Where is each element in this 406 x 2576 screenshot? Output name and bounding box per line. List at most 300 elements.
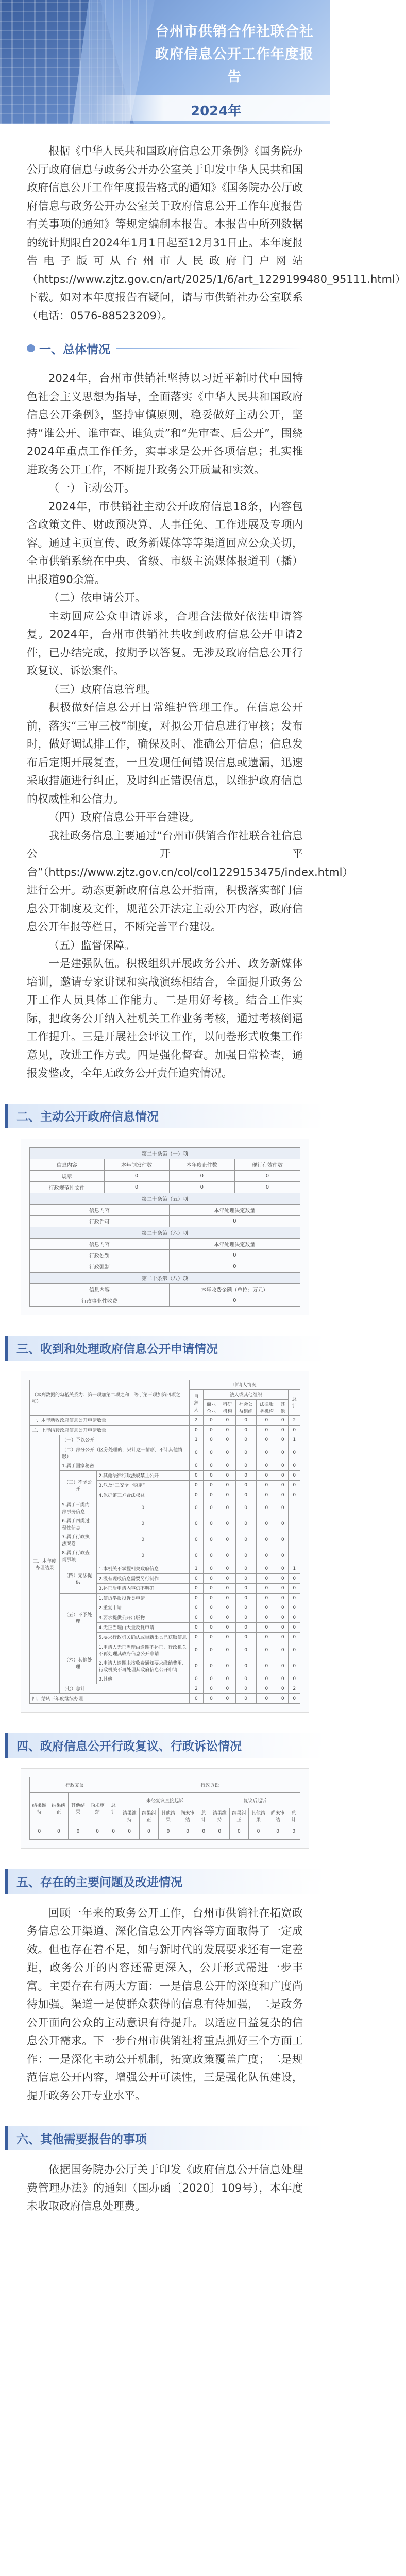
cell: 1: [289, 1435, 300, 1445]
cell: 2: [189, 1415, 203, 1425]
section-heading-6: [5, 2126, 325, 2150]
report-title: [155, 21, 314, 89]
cell: 0: [107, 1824, 120, 1839]
cell: 0: [256, 1622, 277, 1632]
cell: 0: [235, 1532, 256, 1548]
cell: 0: [96, 1532, 189, 1548]
column-header: 社会公益组织: [235, 1399, 256, 1415]
cell: 0: [189, 1613, 203, 1622]
cell: 0: [197, 1824, 210, 1839]
section-title: 三、收到和处理政府信息公开申请情况: [16, 1343, 218, 1356]
active-disclosure-table: [21, 1139, 309, 1315]
cell: 0: [256, 1532, 277, 1548]
table-row: [30, 1642, 300, 1658]
cell: 0: [277, 1632, 289, 1642]
cell: 0: [203, 1500, 219, 1516]
cell: 0: [256, 1693, 277, 1703]
cell: 0: [159, 1824, 178, 1839]
column-header: 法人或其他组织: [203, 1389, 289, 1399]
cell: 0: [235, 1603, 256, 1613]
paragraph: 积极做好信息公开日常维护管理工作。在信息公开前，落实“三审三校”制度，对拟公开信息进行审核；发布时，做好调试排工作，确保及时、准确公开信息；信息发布后定期开展复查，一旦发现任何错误信息或遗漏，迅速采取措施进行纠正，及时纠正错误信息，以维护政府信息的权威性和公信力。: [27, 701, 303, 805]
cell: 0: [277, 1642, 289, 1658]
cell: 0: [219, 1415, 235, 1425]
cell: 0: [189, 1632, 203, 1642]
row-label: 1.属于国家秘密: [60, 1461, 190, 1470]
table-row: [30, 1249, 300, 1261]
report-content: [0, 142, 406, 1083]
cell: 0: [203, 1532, 219, 1548]
row-label: 3.要求提供公开出版物: [96, 1613, 189, 1622]
cell: 0: [219, 1622, 235, 1632]
cell: 0: [219, 1532, 235, 1548]
section-heading-2: [5, 1104, 325, 1128]
cell: 0: [289, 1642, 300, 1658]
cell: 0: [277, 1532, 289, 1548]
cell: 0: [256, 1500, 277, 1516]
cell: 0: [256, 1658, 277, 1674]
cell: 2: [289, 1415, 300, 1425]
cell: 1: [189, 1435, 203, 1445]
cell: 0: [189, 1532, 203, 1548]
subheading: （三）政府信息管理。: [48, 683, 157, 696]
cell: 0: [235, 1500, 256, 1516]
cell: 0: [219, 1603, 235, 1613]
section-title: 五、存在的主要问题及改进情况: [16, 1876, 182, 1889]
table-group-header: 第二十条第（六）项: [30, 1227, 300, 1238]
bullet-dot-icon: [27, 344, 35, 352]
cell: 0: [277, 1435, 289, 1445]
cell: 0: [256, 1613, 277, 1622]
table-row: [30, 1261, 300, 1272]
overview-paragraph: 2024年，台州市供销社坚持以习近平新时代中国特色社会主义思想为指导，全面落实《中华人民共和国政府信息公开条例》，坚持审慎原则，稳妥做好主动公开，坚持“谁公开、谁审查、谁负责”和“先审查、后公开”，围绕2024年重点工作任务，实事求是公开各项信息；扎实推进政务公开工作，不断提升政务公开质量和实效。: [27, 372, 303, 476]
cell: 0: [256, 1470, 277, 1480]
cell: 0: [277, 1461, 289, 1470]
cell: 0: [189, 1622, 203, 1632]
column-header: 申请人情况: [189, 1380, 300, 1389]
table-row: [30, 1181, 300, 1193]
paragraph: 主动回应公众申请诉求，合理合法做好依法申请答复。2024年，台州市供销社共收到政府信息公开申请2件，已办结完成，按期予以答复。无涉及政府信息公开行政复议、诉讼案件。: [27, 609, 303, 677]
cell: 0: [96, 1516, 189, 1532]
table-row: [30, 1415, 300, 1425]
cell: 0: [289, 1425, 300, 1435]
cell: 0: [219, 1684, 235, 1693]
cell: 0: [219, 1435, 235, 1445]
cell: 0: [219, 1445, 235, 1461]
cell: 0: [249, 1824, 268, 1839]
column-header: 尚未审结: [88, 1792, 107, 1824]
table-row: [30, 1170, 300, 1181]
cell: 0: [189, 1593, 203, 1603]
cell: 0: [203, 1658, 219, 1674]
cell: 0: [203, 1642, 219, 1658]
cell: 0: [96, 1548, 189, 1564]
row-label: 6.属于四类过程性信息: [60, 1516, 96, 1532]
cell: 规章: [30, 1170, 105, 1181]
cell: 0: [219, 1490, 235, 1500]
cell: 0: [235, 1435, 256, 1445]
cell: 0: [203, 1674, 219, 1684]
section-title: 六、其他需要报告的事项: [16, 2132, 147, 2146]
cell: 0: [178, 1824, 197, 1839]
column-header: 总计: [289, 1389, 300, 1415]
cell: 0: [203, 1583, 219, 1593]
row-label: 3.危及“三安全一稳定”: [96, 1480, 189, 1490]
cell: 0: [219, 1674, 235, 1684]
cell: 0: [203, 1470, 219, 1480]
cell: 0: [235, 1415, 256, 1425]
column-header: 科研机构: [219, 1399, 235, 1415]
report-year: 2024年: [191, 104, 242, 119]
cell: 0: [277, 1684, 289, 1693]
cell: 0: [235, 1573, 256, 1583]
row-label: 5.要求行政机关确认或重新出具已获取信息: [96, 1632, 189, 1642]
cell: 0: [210, 1824, 229, 1839]
cell: 0: [189, 1658, 203, 1674]
cell: 0: [189, 1674, 203, 1684]
paragraph: 我社政务信息主要通过“台州市供销合作社联合社信息公开平台”（https://www.zjtz.gov.cn/col/col1229153475/index.html）进行公开。动态更新政府信息公开指南，积极落实部门信息公开制度及文件，规范公开法定主动公开内容，政府信息公开年报等栏目，不断完善平台建设。: [27, 829, 353, 933]
column-header: 其他: [277, 1399, 289, 1415]
row-group-label: 三、本年度办理结果: [30, 1435, 60, 1693]
cell: 0: [203, 1548, 219, 1564]
cell: 0: [203, 1425, 219, 1435]
subheading: （一）主动公开。: [48, 482, 135, 494]
cell: 0: [189, 1500, 203, 1516]
cell: 0: [289, 1490, 300, 1500]
row-group-label: （三）不予公开: [60, 1470, 96, 1500]
cell: 0: [277, 1490, 289, 1500]
column-header: 信息内容: [30, 1238, 170, 1249]
row-label: 1.信访举报投诉类申请: [96, 1593, 189, 1603]
cell: 0: [268, 1824, 287, 1839]
table-row: [30, 1532, 300, 1548]
section-heading-5: [5, 1869, 325, 1894]
column-header: 商业企业: [203, 1399, 219, 1415]
cell: 0: [189, 1548, 203, 1564]
cell: 0: [256, 1564, 277, 1573]
cell: 2: [189, 1684, 203, 1693]
title-line-1: 台州市供销合作社联合社: [155, 24, 314, 40]
cell: 0: [219, 1613, 235, 1622]
cell: 0: [203, 1415, 219, 1425]
cell: 0: [219, 1573, 235, 1583]
cell: 0: [235, 1480, 256, 1490]
table-row: [30, 1445, 300, 1461]
column-header: 信息内容: [30, 1204, 170, 1215]
table-group-header: 第二十条第（五）项: [30, 1193, 300, 1204]
column-header: 本年废止件数: [169, 1159, 234, 1170]
column-header: 法律服务机构: [256, 1399, 277, 1415]
cell: 0: [189, 1425, 203, 1435]
other-matters-paragraph: 依据国务院办公厅关于印发《政府信息公开信息处理费管理办法》的通知（国办函〔2020〕109号），本年度未收取政府信息处理费。: [27, 2163, 303, 2212]
row-group-label: （四）无法提供: [60, 1564, 96, 1593]
column-header: 结果纠正: [139, 1808, 159, 1824]
cell: 0: [235, 1658, 256, 1674]
cell: 0: [277, 1613, 289, 1622]
cell: 0: [219, 1642, 235, 1658]
cell: 0: [256, 1425, 277, 1435]
section-heading-1: [27, 336, 303, 360]
column-header: 行政诉讼: [120, 1777, 300, 1792]
section-title: 四、政府信息公开行政复议、行政诉讼情况: [16, 1740, 242, 1753]
cell: 0: [189, 1693, 203, 1703]
cell: 0: [235, 1548, 256, 1564]
cell: 0: [234, 1181, 300, 1193]
section-heading-4: [5, 1733, 325, 1758]
cell: 0: [256, 1684, 277, 1693]
table-row: [30, 1824, 300, 1839]
cell: 0: [277, 1445, 289, 1461]
cell: 0: [139, 1824, 159, 1839]
subheading: （二）依申请公开。: [48, 591, 146, 604]
row-label: （七）总计: [60, 1684, 190, 1693]
cell: 0: [277, 1516, 289, 1532]
row-label: 3.补正后申请内容仍不明确: [96, 1583, 189, 1593]
cell: 0: [235, 1516, 256, 1532]
row-label: 二、上年结转政府信息公开申请数量: [30, 1425, 190, 1435]
cell: 0: [203, 1613, 219, 1622]
cell: 0: [256, 1593, 277, 1603]
cell: 0: [49, 1824, 69, 1839]
row-label: 4.无正当理由大量反复申请: [96, 1622, 189, 1632]
cell: 0: [289, 1593, 300, 1603]
column-header: 本年处理决定数量: [169, 1204, 300, 1215]
cell: 0: [235, 1593, 256, 1603]
cell: 行政规范性文件: [30, 1181, 105, 1193]
cell: 0: [235, 1583, 256, 1593]
table-row: [30, 1548, 300, 1564]
row-label: 3.其他: [96, 1674, 189, 1684]
cell: 0: [277, 1593, 289, 1603]
divider: [116, 348, 303, 349]
review-litigation-table: [21, 1768, 309, 1849]
cell: 0: [203, 1461, 219, 1470]
cell: 0: [189, 1603, 203, 1613]
cell: 0: [203, 1435, 219, 1445]
table-row: [30, 1564, 300, 1573]
cell: 0: [256, 1461, 277, 1470]
cell: 0: [88, 1824, 107, 1839]
column-header: 现行有效件数: [234, 1159, 300, 1170]
cell: 行政许可: [30, 1215, 170, 1227]
cell: 0: [219, 1564, 235, 1573]
cell: 0: [203, 1516, 219, 1532]
table-row: [30, 1425, 300, 1435]
column-header: 总计: [197, 1808, 210, 1824]
column-header: 结果维持: [210, 1808, 229, 1824]
cell: 0: [219, 1516, 235, 1532]
cell: 0: [219, 1593, 235, 1603]
cell: 0: [235, 1684, 256, 1693]
row-label: 2.没有现成信息需要另行制作: [96, 1573, 189, 1583]
table-row: [30, 1693, 300, 1703]
cell: 0: [104, 1170, 169, 1181]
cell: 0: [189, 1573, 203, 1583]
cell: 0: [189, 1445, 203, 1461]
row-group-label: （五）不予处理: [60, 1593, 96, 1642]
cell: 0: [235, 1564, 256, 1573]
cell: 1: [289, 1564, 300, 1573]
cell: 0: [203, 1490, 219, 1500]
cell: 0: [203, 1445, 219, 1461]
cell: 0: [256, 1603, 277, 1613]
cell: 行政事业性收费: [30, 1295, 170, 1306]
cell: 0: [277, 1603, 289, 1613]
cell: 0: [289, 1470, 300, 1480]
cell: 0: [277, 1693, 289, 1703]
cell: 0: [219, 1632, 235, 1642]
cell: 0: [256, 1445, 277, 1461]
cell: 0: [169, 1215, 300, 1227]
cell: 0: [234, 1170, 300, 1181]
cell: 0: [219, 1425, 235, 1435]
column-header: 复议后起诉: [210, 1792, 300, 1808]
cell: 0: [219, 1500, 235, 1516]
cell: 0: [203, 1693, 219, 1703]
intro-paragraph: 根据《中华人民共和国政府信息公开条例》《国务院办公厅政府信息与政务公开办公室关于印发中华人民共和国政府信息公开工作年度报告格式的通知》《国务院办公厅政府信息与政务公开办公室关于政府信息公开工作年度报告有关事项的通知》等规定编制本报告。本报告中所列数据的统计期限自2024年1月1日起至12月31日止。本年度报告电子版可从台州市人民政府门户网站（https://www.zjtz.gov.cn/art/2025/1/6/art_1229199480_95111.html）下载。如对本年度报告有疑问，请与市供销社办公室联系（电话：0576-88523209）。: [27, 145, 406, 322]
cell: 0: [219, 1470, 235, 1480]
cell: 0: [289, 1632, 300, 1642]
cell: 0: [256, 1573, 277, 1583]
paragraph: 2024年，市供销社主动公开政府信息18条，内容包含政策文件、财政预决算、人事任免、工作进展及专项内容。通过主页宣传、政务新媒体等等渠道回应公众关切，全市供销系统在中央、省级、市级主流媒体报道刊（播）出报道90余篇。: [27, 500, 303, 586]
column-header: 结果纠正: [49, 1792, 69, 1824]
cell: 0: [203, 1480, 219, 1490]
cell: 0: [256, 1548, 277, 1564]
cell: 0: [169, 1249, 300, 1261]
cell: 0: [277, 1470, 289, 1480]
row-label: 1.本机关不掌握相关政府信息: [96, 1564, 189, 1573]
cell: 0: [289, 1583, 300, 1593]
cell: 0: [189, 1470, 203, 1480]
cell: 0: [219, 1693, 235, 1703]
cell: 0: [289, 1674, 300, 1684]
cell: 0: [289, 1480, 300, 1490]
issues-paragraph: 回顾一年来的政务公开工作，台州市供销社在拓宽政务信息公开渠道、深化信息公开内容等方面取得了一定成效。但也存在着不足，如与新时代的发展要求还有一定差距，政务公开的内容还需更深入，公开形式需进一步丰富。主要存在有两大方面：一是信息公开的深度和广度尚待加强。渠道一是使群众获得的信息有待加强，二是政务公开面向公众的主动意识有待提升。以适应日益复杂的信息公开需求。下一步台州市供销社将重点抓好三个方面工作：一是深化主动公开机制，拓宽政策覆盖广度；二是规范信息公开内容，增强公开可读性，三是强化队伍建设，提升政务公开专业水平。: [27, 1906, 303, 2102]
cell: 0: [277, 1658, 289, 1674]
row-label: 一、本年新收政府信息公开申请数量: [30, 1415, 190, 1425]
cell: 0: [256, 1435, 277, 1445]
table-row: [30, 1500, 300, 1516]
cell: 0: [169, 1181, 234, 1193]
cell: 0: [69, 1824, 88, 1839]
cell: 1: [189, 1564, 203, 1573]
cell: 0: [203, 1603, 219, 1613]
cell: 0: [277, 1548, 289, 1564]
row-label: （二）部分公开（区分处理的，只计这一情形，不计其他情形）: [60, 1445, 190, 1461]
cell: 0: [235, 1490, 256, 1500]
cell: 0: [235, 1674, 256, 1684]
table-row: [30, 1470, 300, 1480]
column-header: （本列数据的勾稽关系为：第一项加第二项之和，等于第三项加第四项之和）: [30, 1380, 190, 1415]
row-label: 2.其他法律行政法规禁止公开: [96, 1470, 189, 1480]
cell: 0: [287, 1824, 300, 1839]
cell: 0: [219, 1461, 235, 1470]
column-header: 本年收费金额（单位：万元）: [169, 1283, 300, 1295]
report-banner: [0, 0, 330, 124]
cell: 0: [203, 1632, 219, 1642]
cell: 0: [277, 1674, 289, 1684]
row-label: （一）予以公开: [60, 1435, 190, 1445]
application-table: [21, 1371, 309, 1713]
column-header: 本年处理决定数量: [169, 1238, 300, 1249]
column-header: 其他结果: [69, 1792, 88, 1824]
cell: 0: [256, 1480, 277, 1490]
cell: 0: [256, 1583, 277, 1593]
cell: 0: [289, 1613, 300, 1622]
column-header: 其他结果: [159, 1808, 178, 1824]
cell: 0: [235, 1693, 256, 1703]
column-header: 总计: [287, 1808, 300, 1824]
row-label: 2.重复申请: [96, 1603, 189, 1613]
row-group-label: （六）其他处理: [60, 1642, 96, 1684]
cell: 0: [256, 1516, 277, 1532]
cell: 0: [289, 1461, 300, 1470]
cell: 0: [277, 1480, 289, 1490]
cell: 行政处罚: [30, 1249, 170, 1261]
table-row: [30, 1295, 300, 1306]
cell: 0: [289, 1622, 300, 1632]
column-header: 本年制发件数: [104, 1159, 169, 1170]
cell: 0: [235, 1632, 256, 1642]
cell: 0: [189, 1516, 203, 1532]
cell: 0: [277, 1622, 289, 1632]
cell: 0: [219, 1548, 235, 1564]
table-row: [30, 1516, 300, 1532]
column-header: 自然人: [189, 1389, 203, 1415]
cell: 0: [277, 1415, 289, 1425]
cell: 0: [277, 1500, 289, 1516]
cell: 0: [256, 1642, 277, 1658]
cell: 0: [277, 1573, 289, 1583]
cell: 0: [289, 1445, 300, 1461]
column-header: 行政复议: [30, 1777, 120, 1792]
table-row: [30, 1461, 300, 1470]
cell: 0: [219, 1658, 235, 1674]
cell: 0: [203, 1593, 219, 1603]
section-heading-3: [5, 1336, 325, 1361]
cell: 0: [219, 1480, 235, 1490]
column-header: 信息内容: [30, 1283, 170, 1295]
cell: 0: [235, 1445, 256, 1461]
cell: 0: [169, 1261, 300, 1272]
column-header: 信息内容: [30, 1159, 105, 1170]
cell: 0: [203, 1564, 219, 1573]
cell: 0: [219, 1583, 235, 1593]
cell: 0: [256, 1415, 277, 1425]
table-row: [30, 1435, 300, 1445]
cell: 0: [235, 1461, 256, 1470]
row-label: 2.申请人逾期未按收费通知要求缴纳费用、行政机关不再处理其政府信息公开申请: [96, 1658, 189, 1674]
cell: 2: [289, 1684, 300, 1693]
cell: 0: [229, 1824, 249, 1839]
cell: 0: [235, 1470, 256, 1480]
column-header: 结果维持: [120, 1808, 139, 1824]
cell: 0: [235, 1613, 256, 1622]
cell: 0: [289, 1573, 300, 1583]
row-label: 四、结转下年度继续办理: [30, 1693, 190, 1703]
cell: 0: [203, 1684, 219, 1693]
column-header: 结果纠正: [229, 1808, 249, 1824]
table-row: [30, 1593, 300, 1603]
cell: 0: [277, 1425, 289, 1435]
cell: 0: [189, 1490, 203, 1500]
cell: 0: [289, 1603, 300, 1613]
year-ribbon: [93, 95, 330, 121]
title-line-2: 政府信息公开工作年度报告: [155, 46, 314, 85]
section-title: 二、主动公开政府信息情况: [16, 1110, 159, 1124]
column-header: 尚未审结: [178, 1808, 197, 1824]
cell: 0: [235, 1425, 256, 1435]
cell: 0: [256, 1674, 277, 1684]
